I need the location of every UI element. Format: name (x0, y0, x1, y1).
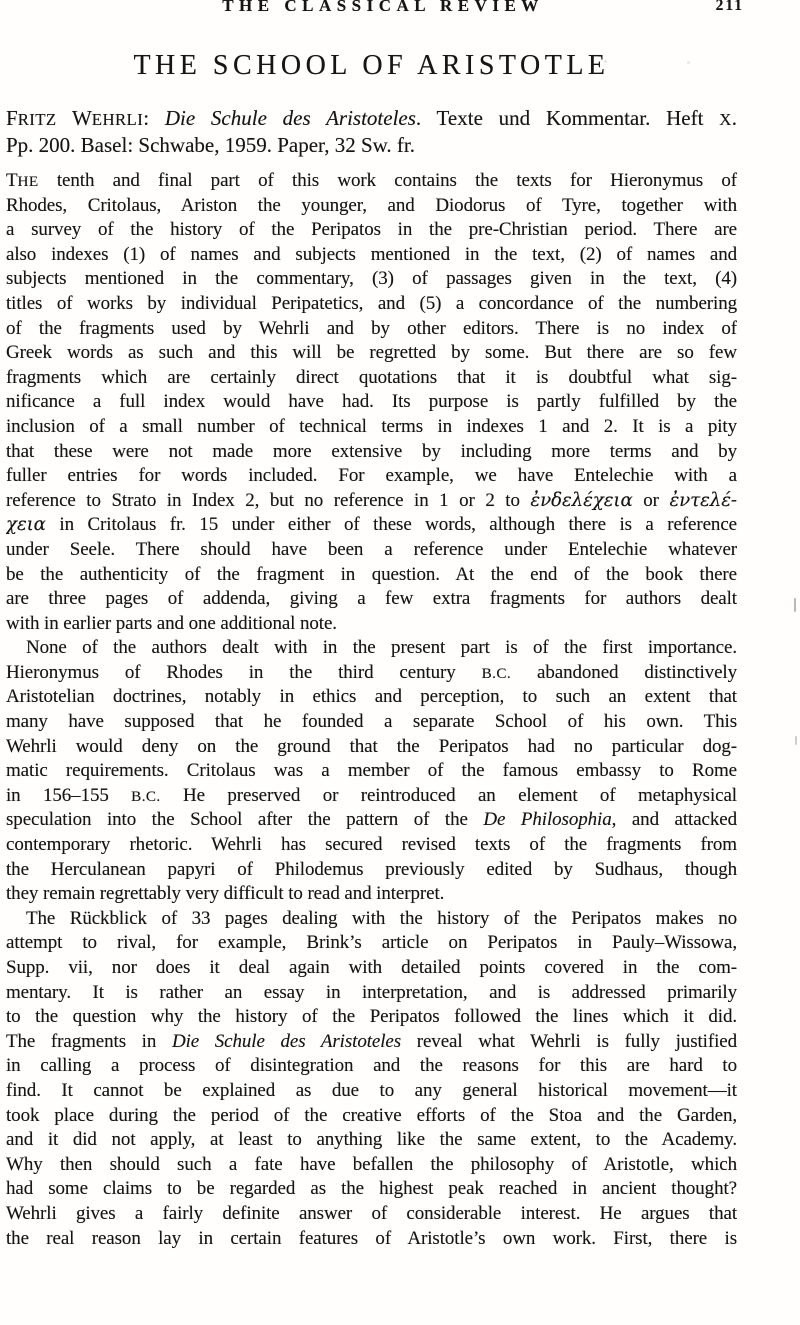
paragraph (6, 636, 737, 907)
text-run: Hieronymus of Rhodes in the third century (6, 661, 482, 683)
text-run: fuller entries for words included. For example, we have Entelechie with a (6, 465, 737, 487)
text-line (6, 1054, 737, 1079)
text-run: and it did not apply, at least to anything like the same extent, to the Academy. (6, 1129, 737, 1151)
text-line (6, 415, 737, 440)
text-line (6, 808, 737, 833)
page-header (0, 0, 800, 22)
text-line (6, 612, 737, 637)
text-run: a survey of the history of the Peripatos in the pre-Christian period. There are (6, 219, 737, 241)
text-run: be the authenticity of the fragment in question. At the end of the book there (6, 563, 737, 585)
text-line (6, 1227, 737, 1252)
text-run: the real reason lay in certain features of Aristotle’s own work. First, there is (6, 1227, 737, 1249)
text-run: inclusion of a small number of technical terms in indexes 1 and 2. It is a pity (6, 415, 737, 437)
smallcaps-text: HE (17, 173, 39, 190)
text-line (6, 464, 737, 489)
text-run: of the fragments used by Wehrli and by other editors. There is no index of (6, 317, 737, 339)
text-line (6, 538, 737, 563)
greek-text: ἐνδελέχεια (530, 489, 633, 511)
scan-speck (794, 598, 796, 612)
text-run: titles of works by individual Peripatetics, and (5) a concordance of the numbering (6, 292, 737, 314)
greek-text: ἐντελέ- (669, 489, 737, 511)
text-run: the Herculanean papyri of Philodemus previously edited by Sudhaus, though (6, 858, 737, 880)
running-head-title: THE CLASSICAL REVIEW (222, 0, 544, 15)
text-run: to the question why the history of the Peripatos followed the lines which it did. (6, 1006, 737, 1028)
article-title: THE SCHOOL OF ARISTOTLE (133, 50, 610, 81)
text-run: : (143, 106, 165, 130)
text-line (6, 105, 737, 132)
text-line (6, 267, 737, 292)
italic-text: Die Schule des Aristoteles (171, 1030, 402, 1052)
text-run: attempt to rival, for example, Brink’s article on Peripatos in Pauly–Wissowa, (6, 932, 737, 954)
text-line (6, 636, 737, 661)
smallcaps-text: RITZ (17, 110, 57, 129)
text-run: find. It cannot be explained as due to any general historical movement—it (6, 1079, 737, 1101)
text-line (6, 513, 737, 538)
text-line (6, 661, 737, 686)
text-run: He preserved or reintroduced an element of metaphysical (160, 784, 737, 806)
text-run: had some claims to be regarded as the highest peak reached in ancient thought? (6, 1178, 737, 1200)
text-run: reveal what Wehrli is fully justified (401, 1030, 737, 1052)
smallcaps-text: X (719, 110, 732, 129)
text-run: Rhodes, Critolaus, Ariston the younger, and Diodorus of Tyre, together with (6, 194, 737, 216)
text-run: with in earlier parts and one additional note. (6, 612, 337, 634)
text-run: T (6, 170, 18, 191)
text-line (6, 489, 737, 514)
text-run: matic requirements. Critolaus was a member of the famous embassy to Rome (6, 760, 737, 782)
text-line (6, 981, 737, 1006)
text-run: contemporary rhetoric. Wehrli has secured revised texts of the fragments from (6, 834, 737, 856)
text-run: None of the authors dealt with in the present part is of the first importance. (26, 637, 737, 659)
text-run: W (56, 106, 92, 130)
citation-block (6, 105, 737, 159)
text-run: F (6, 106, 18, 130)
text-run: many have supposed that he founded a separate School of his own. This (6, 711, 737, 733)
text-line (6, 243, 737, 268)
smallcaps-text: B.C. (481, 664, 512, 682)
text-run: Why then should such a fate have befallen the philosophy of Aristotle, which (6, 1153, 737, 1175)
text-run: , and attacked (611, 809, 737, 831)
text-run: mentary. It is rather an essay in interpretation, and is addressed primarily (6, 981, 737, 1003)
text-run: under Seele. There should have been a reference under Entelechie whatever (6, 538, 737, 560)
scan-speck (687, 61, 690, 64)
text-run: in Critolaus fr. 15 under either of these words, although there is a reference (45, 514, 737, 536)
text-line (6, 907, 737, 932)
text-run: subjects mentioned in the commentary, (3) of passages given in the text, (4) (6, 268, 737, 290)
smallcaps-text: EHRLI (91, 110, 144, 129)
text-line (6, 759, 737, 784)
paragraph (6, 907, 737, 1251)
text-run: are three pages of addenda, giving a few extra fragments for authors dealt (6, 588, 737, 610)
text-line (6, 882, 737, 907)
text-run: fragments which are certainly direct quotations that it is doubtful what sig- (6, 366, 737, 388)
text-line (6, 833, 737, 858)
text-run: The Rückblick of 33 pages dealing with the history of the Peripatos makes no (26, 907, 737, 929)
text-run: speculation into the School after the pattern of the (6, 809, 484, 831)
text-line (6, 169, 737, 194)
text-run: reference to Strato in Index 2, but no reference in 1 or 2 to (6, 489, 531, 511)
text-run: . (731, 106, 737, 130)
text-line (6, 292, 737, 317)
text-line (6, 390, 737, 415)
text-line (6, 587, 737, 612)
text-line (6, 1202, 737, 1227)
text-run: they remain regrettably very difficult to read and interpret. (6, 883, 445, 905)
scan-speck (604, 60, 607, 63)
text-run: . Texte und Kommentar. Heft (415, 106, 720, 130)
text-line (6, 132, 737, 159)
text-run: in 156–155 (6, 784, 132, 806)
text-line (6, 194, 737, 219)
italic-text: Die Schule des Aristoteles (164, 106, 416, 130)
text-line (6, 956, 737, 981)
text-run: The fragments in (6, 1030, 172, 1052)
text-run: or (632, 489, 670, 511)
text-line (6, 784, 737, 809)
text-line (6, 341, 737, 366)
text-line (6, 317, 737, 342)
text-line (6, 685, 737, 710)
text-line (6, 1128, 737, 1153)
text-run: in calling a process of disintegration and the reasons for this are hard to (6, 1055, 737, 1077)
paragraph (6, 169, 737, 636)
text-line (6, 440, 737, 465)
text-line (6, 1079, 737, 1104)
text-line (6, 1177, 737, 1202)
smallcaps-text: B.C. (131, 787, 161, 805)
text-line (6, 710, 737, 735)
review-body (6, 169, 737, 1251)
page-number: 211 (715, 0, 744, 14)
text-run: Pp. 200. Basel: Schwabe, 1959. Paper, 32 Sw. fr. (6, 133, 416, 157)
text-line (6, 1030, 737, 1055)
text-run: Aristotelian doctrines, notably in ethics and perception, to such an extent that (6, 686, 737, 708)
text-run: Wehrli would deny on the ground that the Peripatos had no particular dog- (6, 735, 737, 757)
text-line (6, 563, 737, 588)
text-run: Supp. vii, nor does it deal again with detailed points covered in the com- (6, 957, 737, 978)
text-run: also indexes (1) of names and subjects mentioned in the text, (2) of names and (6, 243, 737, 265)
text-line (6, 931, 737, 956)
text-run: Wehrli gives a fairly definite answer of considerable interest. He argues that (6, 1202, 737, 1224)
text-run: Greek words as such and this will be regretted by some. But there are so few (6, 342, 737, 364)
text-run: tenth and final part of this work contains the texts for Hieronymus of (38, 170, 737, 191)
text-line (6, 1104, 737, 1129)
text-line (6, 1153, 737, 1178)
text-line (6, 1005, 737, 1030)
text-line (6, 366, 737, 391)
greek-text: χεια (6, 514, 46, 536)
text-line (6, 858, 737, 883)
text-run: that these were not made more extensive by including more terms and by (6, 440, 737, 462)
text-run: abandoned distinctively (511, 661, 737, 683)
text-line (6, 218, 737, 243)
text-run: nificance a full index would have had. Its purpose is partly fulfilled by the (6, 391, 737, 413)
italic-text: De Philosophia (483, 809, 612, 831)
text-line (6, 735, 737, 760)
scan-speck (795, 736, 797, 745)
text-run: took place during the period of the creative efforts of the Stoa and the Garden, (6, 1104, 737, 1126)
